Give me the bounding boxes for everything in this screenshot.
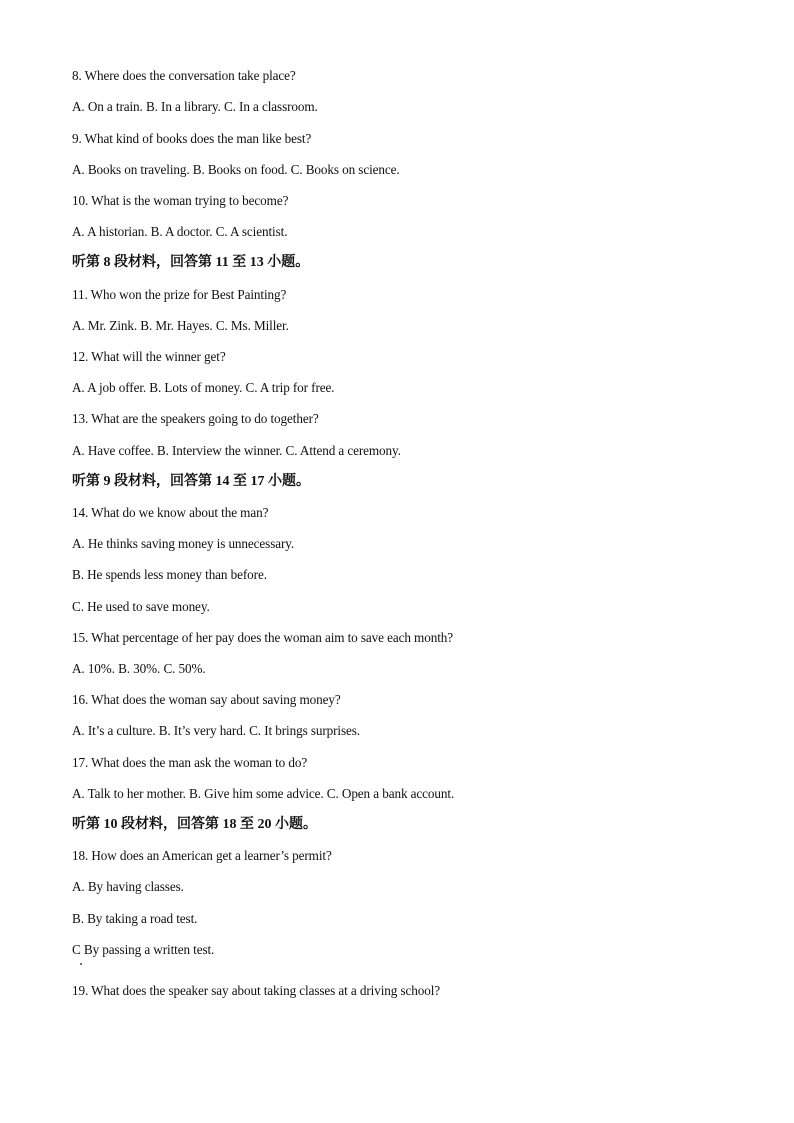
question-9-options: A. Books on traveling. B. Books on food. C. Books on science. (72, 162, 400, 177)
question-18: 18. How does an American get a learner’s permit? (72, 848, 332, 863)
stray-dot-mark (80, 963, 82, 965)
question-10-options: A. A historian. B. A doctor. C. A scientist. (72, 224, 288, 239)
question-16: 16. What does the woman say about saving money? (72, 692, 341, 707)
question-18-option-b: B. By taking a road test. (72, 911, 198, 926)
question-18-option-a: A. By having classes. (72, 879, 184, 894)
question-8: 8. Where does the conversation take place? (72, 68, 296, 83)
question-13-options: A. Have coffee. B. Interview the winner. C. Attend a ceremony. (72, 443, 401, 458)
question-15-options: A. 10%. B. 30%. C. 50%. (72, 661, 206, 676)
question-17: 17. What does the man ask the woman to do? (72, 755, 308, 770)
question-19: 19. What does the speaker say about taking classes at a driving school? (72, 983, 441, 998)
question-14-option-c: C. He used to save money. (72, 599, 210, 614)
question-9: 9. What kind of books does the man like best? (72, 131, 312, 146)
section-heading-8: 听第 8 段材料，回答第 11 至 13 小题。 (72, 255, 310, 270)
question-10: 10. What is the woman trying to become? (72, 193, 289, 208)
question-13: 13. What are the speakers going to do together? (72, 411, 319, 426)
question-17-options: A. Talk to her mother. B. Give him some advice. C. Open a bank account. (72, 786, 455, 801)
question-15: 15. What percentage of her pay does the woman aim to save each month? (72, 630, 454, 645)
question-12-options: A. A job offer. B. Lots of money. C. A trip for free. (72, 380, 335, 395)
section-heading-9: 听第 9 段材料，回答第 14 至 17 小题。 (72, 474, 310, 489)
question-16-options: A. It’s a culture. B. It’s very hard. C. It brings surprises. (72, 723, 361, 738)
question-14: 14. What do we know about the man? (72, 505, 269, 520)
section-heading-10: 听第 10 段材料，回答第 18 至 20 小题。 (72, 817, 317, 832)
question-11-options: A. Mr. Zink. B. Mr. Hayes. C. Ms. Miller. (72, 318, 289, 333)
question-11: 11. Who won the prize for Best Painting? (72, 287, 287, 302)
question-18-option-c: C By passing a written test. (72, 942, 215, 957)
question-14-option-b: B. He spends less money than before. (72, 567, 267, 582)
question-12: 12. What will the winner get? (72, 349, 226, 364)
question-14-option-a: A. He thinks saving money is unnecessary. (72, 536, 295, 551)
question-8-options: A. On a train. B. In a library. C. In a classroom. (72, 99, 318, 114)
